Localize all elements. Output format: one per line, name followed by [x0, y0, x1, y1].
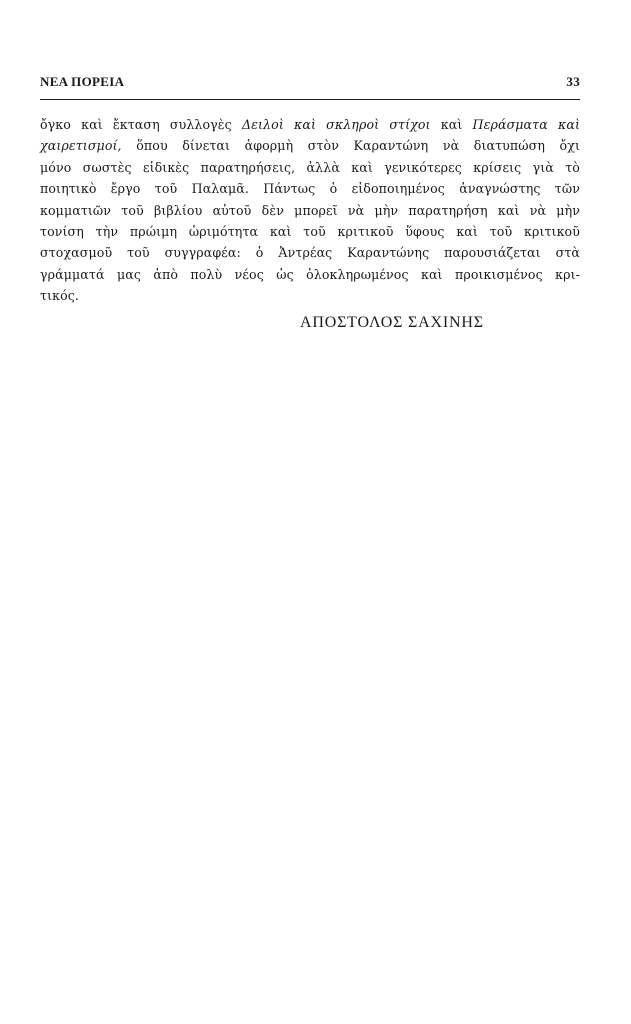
text-run: ὅπου δίνεται ἀφορμὴ στὸν Καραντώνη νὰ διατυπώση ὄχι	[121, 138, 580, 154]
page-number: 33	[566, 74, 580, 89]
text-run: ποιητικὸ ἔργο τοῦ Παλαμᾶ. Πάντως ὁ εἰδοποιημένος ἀναγνώστης τῶν	[40, 181, 580, 197]
text-run: καὶ	[430, 117, 473, 132]
text-line	[40, 157, 580, 178]
italic-title-run: Περάσματα καὶ	[472, 117, 580, 132]
running-head	[40, 74, 580, 92]
text-line	[40, 178, 580, 199]
text-run: κομματιῶν τοῦ βιβλίου αὐτοῦ δὲν μπορεῖ νὰ μὴν παρατηρήση καὶ νὰ μὴν	[40, 202, 580, 218]
text-run: μόνο σωστὲς εἰδικὲς παρατηρήσεις, ἀλλὰ καὶ γενικότερες κρίσεις γιὰ τὸ	[40, 159, 580, 175]
text-run: τονίση τὴν πρώιμη ὡριμότητα καὶ τοῦ κριτικοῦ ὕφους καὶ τοῦ κριτικοῦ	[40, 224, 580, 240]
text-line	[40, 221, 580, 242]
text-run: ὄγκο καὶ ἔκταση συλλογὲς	[40, 117, 242, 132]
journal-title: ΝΕΑ ΠΟΡΕΙΑ	[40, 74, 125, 89]
text-run: τικός.	[40, 288, 80, 304]
text-line	[40, 200, 580, 221]
author-signature: ΑΠΟΣΤΟΛΟΣ ΣΑΧΙΝΗΣ	[300, 314, 484, 331]
text-line	[40, 285, 580, 306]
italic-title-run: χαιρετισμοί,	[40, 138, 122, 154]
text-run: γράμματά μας ἀπὸ πολὺ νέος ὡς ὁλοκληρωμένος καὶ προικισμένος κρι-	[40, 266, 580, 282]
italic-title-run: Δειλοὶ καὶ σκληροὶ στίχοι	[241, 117, 431, 132]
body-paragraph	[40, 114, 580, 307]
text-line	[40, 135, 580, 156]
text-line	[40, 114, 580, 135]
text-run: στοχασμοῦ τοῦ συγγραφέα: ὁ Ἀντρέας Καραντώνης παρουσιάζεται στὰ	[40, 245, 580, 261]
text-line	[40, 242, 580, 263]
text-line	[40, 264, 580, 285]
header-rule	[40, 99, 580, 100]
